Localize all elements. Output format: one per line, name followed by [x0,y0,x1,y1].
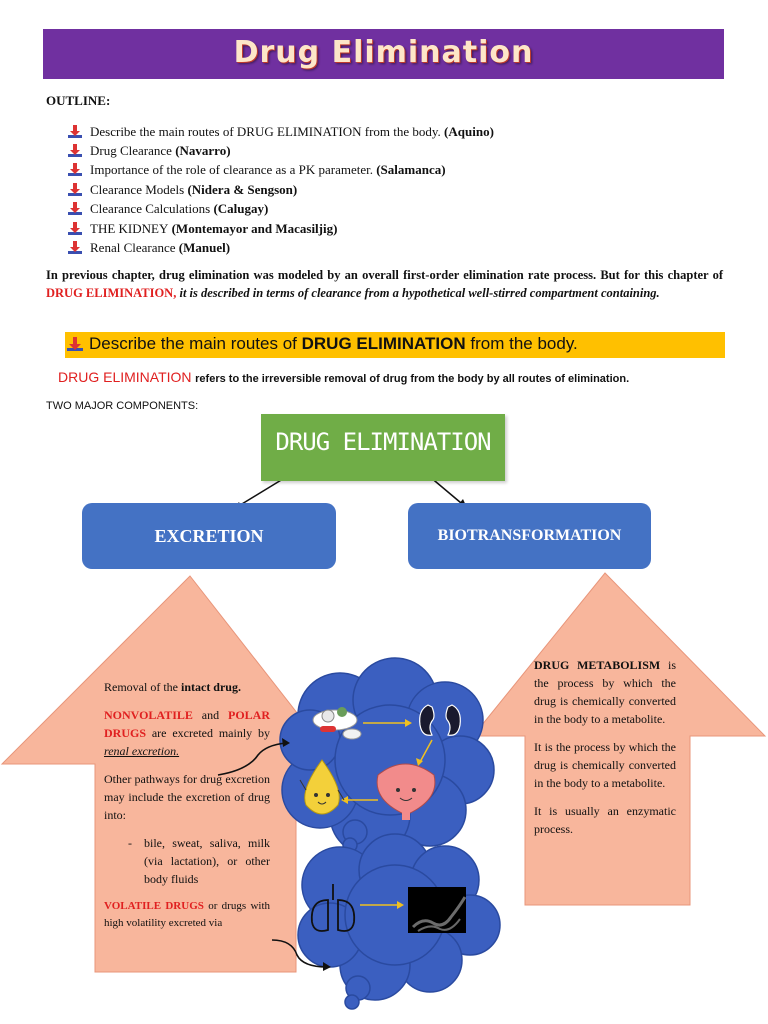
list-item: THE KIDNEY (Montemayor and Macasiljig) [68,219,494,238]
outline-label: OUTLINE: [46,93,111,108]
biotransformation-box: BIOTRANSFORMATION [408,503,651,569]
section-heading: Describe the main routes of DRUG ELIMINATION from the body. [65,332,725,358]
list-item: Clearance Calculations (Calugay) [68,200,494,219]
biotransformation-description: DRUG METABOLISM is the process by which the drug is chemically converted in the body to a metabolite. It is the process by which the drug is chemically converted in the body to a metabolite. It is usually an enzymatic process. [534,658,676,836]
excretion-description: Removal of the intact drug. NONVOLATILE and POLAR DRUGS are excreted mainly by renal excretion. Other pathways for drug excretion may include the excretion of drug into: - bile, sweat, saliva, milk (via lactation), or other body fluids VOLATILE DRUGS or drugs with high volatility excreted via [104,680,271,929]
excretion-box: EXCRETION [82,503,336,569]
intro-paragraph: In previous chapter, drug elimination was modeled by an overall first-order elimination rate process. But for this chapter of DRUG ELIMINATION, it is described in terms of clearance from a hypothetical well-stirred compartment containing. [46,268,723,300]
smoke-icon [408,887,466,933]
list-item: Renal Clearance (Manuel) [68,238,494,257]
list-item: Describe the main routes of DRUG ELIMINATION from the body. (Aquino) [68,122,494,141]
upper-cloud [280,658,494,855]
list-item: Importance of the role of clearance as a PK parameter. (Salamanca) [68,161,494,180]
list-item: Clearance Models (Nidera & Sengson) [68,180,494,199]
two-major-label: TWO MAJOR COMPONENTS: [46,400,199,412]
definition-line: DRUG ELIMINATION refers to the irreversible removal of drug from the body by all routes of elimination. [58,369,630,385]
exhaled-vapor-image [408,887,466,933]
page-title: Drug Elimination [233,35,534,70]
drug-elimination-box: DRUG ELIMINATION [261,414,505,481]
list-item: Drug Clearance (Navarro) [68,141,494,160]
